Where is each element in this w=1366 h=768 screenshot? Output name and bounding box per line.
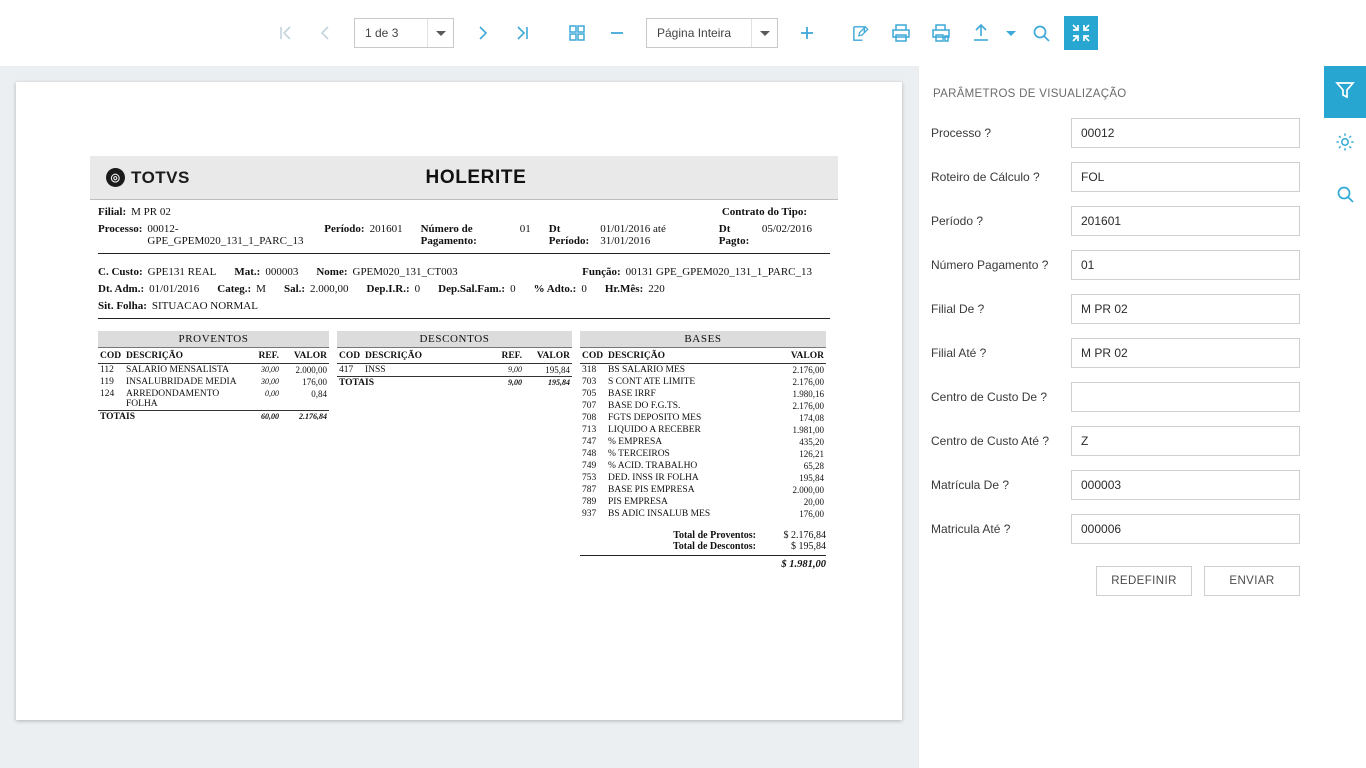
print-button[interactable] (884, 16, 918, 50)
nome-label: Nome: (316, 266, 348, 278)
chevron-down-icon[interactable] (427, 19, 453, 47)
matricula-value: 000003 (265, 266, 299, 278)
dep-sal-fam-value: 0 (510, 283, 516, 295)
cell-valor: 176,00 (799, 509, 824, 519)
cell-cod: 708 (582, 413, 597, 423)
print-icon (890, 22, 912, 44)
label-periodo: Período ? (931, 214, 984, 228)
table-row (580, 376, 826, 388)
previous-page-icon (315, 23, 335, 43)
field-filial-ate (931, 338, 1300, 368)
descontos-table (337, 348, 572, 389)
col-valor: VALOR (524, 348, 572, 364)
parameters-panel (918, 66, 1324, 768)
field-centro-de-custo-ate (931, 426, 1300, 456)
proventos-heading: PROVENTOS (98, 331, 329, 348)
hr-mes-label: Hr.Mês: (604, 283, 644, 295)
table-row (98, 376, 329, 388)
dep-sal-fam-label: Dep.Sal.Fam.: (438, 283, 506, 295)
total-descontos-value: $ 195,84 (791, 541, 826, 552)
dt-pagto-label: Dt Pagto: (718, 223, 750, 247)
cell-valor: 0,84 (311, 389, 327, 399)
page-number-select[interactable] (354, 18, 454, 48)
col-ref: REF. (482, 348, 524, 364)
adto-label: % Adto.: (533, 283, 577, 295)
input-numero-pagamento[interactable] (1071, 250, 1300, 280)
cell-valor: 65,28 (803, 461, 824, 471)
cell-cod: 753 (582, 473, 597, 483)
zoom-out-button[interactable] (600, 16, 634, 50)
cell-cod: 119 (100, 377, 114, 387)
categoria-label: Categ.: (217, 283, 252, 295)
print-layout-button[interactable] (924, 16, 958, 50)
dt-admissao-value: 01/01/2016 (149, 283, 200, 295)
employee-info (90, 256, 838, 321)
last-page-button[interactable] (506, 16, 540, 50)
matricula-label: Mat.: (234, 266, 261, 278)
numero-pagamento-value: 01 (519, 223, 531, 235)
table-row (580, 484, 826, 496)
cell-descricao: INSS (365, 365, 386, 375)
cell-valor: 2.176,00 (792, 365, 824, 375)
total-proventos-value: $ 2.176,84 (783, 530, 826, 541)
filial-value: M PR 02 (131, 206, 171, 218)
table-row (580, 448, 826, 460)
cell-descricao: BS ADIC INSALUB MES (608, 509, 711, 519)
bases-section (580, 331, 826, 570)
col-cod: COD (337, 348, 363, 364)
total-proventos-label: Total de Proventos: (673, 530, 756, 541)
col-descricao: DESCRIÇÃO (363, 348, 482, 364)
table-row (580, 412, 826, 424)
parameters-actions (931, 566, 1300, 596)
col-valor: VALOR (778, 348, 826, 364)
filter-funnel-icon (1334, 79, 1356, 106)
export-dropdown-arrow[interactable] (1004, 16, 1018, 50)
chevron-down-icon (1006, 31, 1016, 36)
table-row (580, 400, 826, 412)
input-matricula-de[interactable] (1071, 470, 1300, 500)
numero-pagamento-label: Número de Pagamento: (420, 223, 477, 247)
zoom-level-select[interactable] (646, 18, 778, 48)
cell-ref: 0,00 (265, 389, 279, 398)
categoria-value: M (256, 283, 266, 295)
cell-cod: 748 (582, 449, 597, 459)
thumbnails-button[interactable] (560, 16, 594, 50)
annotate-icon (851, 23, 872, 44)
cell-cod: 749 (582, 461, 597, 471)
cell-descricao: BASE PIS EMPRESA (608, 485, 695, 495)
liquido-line (580, 555, 826, 570)
holerite-report (90, 156, 838, 570)
descontos-total-row (337, 377, 572, 390)
bases-table (580, 348, 826, 520)
sit-folha-value: SITUACAO NORMAL (151, 300, 258, 312)
label-numero-pagamento: Número Pagamento ? (931, 258, 1049, 272)
descontos-section (337, 331, 572, 570)
table-row (98, 388, 329, 411)
cell-valor: 176,00 (302, 377, 327, 387)
cell-cod: 747 (582, 437, 597, 447)
total-ref: 9,00 (482, 377, 524, 390)
funcao-value: 00131 GPE_GPEM020_131_1_PARC_13 (625, 266, 812, 278)
col-descricao: DESCRIÇÃO (124, 348, 239, 364)
cell-valor: 174,08 (799, 413, 824, 423)
processo-value: 00012-GPE_GPEM020_131_1_PARC_13 (147, 223, 304, 247)
parameters-title: PARÂMETROS DE VISUALIZAÇÃO (933, 88, 1127, 100)
cell-valor: 195,84 (799, 473, 824, 483)
salario-value: 2.000,00 (310, 283, 349, 295)
total-descontos-label: Total de Descontos: (673, 541, 756, 552)
cell-valor: 2.176,00 (792, 377, 824, 387)
search-icon (1334, 183, 1356, 210)
input-filial-ate[interactable] (1071, 338, 1300, 368)
col-cod: COD (580, 348, 606, 364)
total-label: TOTAIS (98, 411, 239, 424)
totvs-logo-text: TOTVS (131, 167, 190, 187)
input-centro-de-custo-de[interactable] (1071, 382, 1300, 412)
cell-descricao: % EMPRESA (608, 437, 663, 447)
divider (98, 318, 830, 319)
contrato-tipo-label: Contrato do Tipo: (721, 206, 807, 218)
dt-periodo-label: Dt Período: (548, 223, 590, 247)
label-roteiro-de-calculo: Roteiro de Cálculo ? (931, 170, 1040, 184)
cell-descricao: S CONT ATE LIMITE (608, 377, 696, 387)
collapse-fullscreen-button[interactable] (1064, 16, 1098, 50)
cell-cod: 789 (582, 497, 597, 507)
cell-cod: 703 (582, 377, 597, 387)
field-filial-de (931, 294, 1300, 324)
zoom-level-value: Página Inteira (657, 26, 732, 40)
label-centro-de-custo-de: Centro de Custo De ? (931, 390, 1048, 404)
funcao-label: Função: (582, 266, 621, 278)
ccusto-label: C. Custo: (98, 266, 143, 278)
document-page (16, 82, 902, 720)
zoom-out-icon (607, 23, 627, 43)
report-totals (580, 530, 826, 570)
col-cod: COD (98, 348, 124, 364)
label-filial-ate: Filial Até ? (931, 346, 987, 360)
cell-cod: 787 (582, 485, 597, 495)
label-centro-de-custo-ate: Centro de Custo Até ? (931, 434, 1050, 448)
proventos-table (98, 348, 329, 423)
cell-valor: 195,84 (545, 365, 570, 375)
filial-label: Filial: (98, 206, 127, 218)
previous-page-button[interactable] (308, 16, 342, 50)
cell-cod: 417 (339, 365, 354, 375)
liquido-value: $ 1.981,00 (781, 559, 826, 570)
cell-descricao: BASE DO F.G.TS. (608, 401, 681, 411)
cell-descricao: DED. INSS IR FOLHA (608, 473, 699, 483)
total-descontos-line (580, 541, 826, 552)
field-matricula-ate (931, 514, 1300, 544)
table-header-row (337, 348, 572, 364)
cell-valor: 20,00 (803, 497, 824, 507)
table-header-row (98, 348, 329, 364)
cell-cod: 124 (100, 389, 115, 399)
report-title: HOLERITE (425, 166, 527, 188)
totvs-mark-icon: ◎ (106, 168, 125, 187)
hr-mes-value: 220 (648, 283, 665, 295)
cell-descricao: ARREDONDAMENTO FOLHA (126, 389, 220, 409)
table-row (580, 472, 826, 484)
label-matricula-ate: Matricula Até ? (931, 522, 1011, 536)
table-row (580, 424, 826, 436)
dt-admissao-label: Dt. Adm.: (98, 283, 145, 295)
processo-label: Processo: (98, 223, 143, 235)
cell-ref: 30,00 (261, 365, 279, 374)
first-page-icon (275, 23, 295, 43)
next-page-button[interactable] (466, 16, 500, 50)
sit-folha-label: Sit. Folha: (98, 300, 147, 312)
parameters-fields (931, 118, 1300, 544)
input-processo[interactable] (1071, 118, 1300, 148)
cell-cod: 318 (582, 365, 597, 375)
table-row (580, 364, 826, 377)
export-upload-icon (970, 22, 992, 44)
search-icon (1030, 22, 1052, 44)
proventos-section (98, 331, 329, 570)
label-filial-de: Filial De ? (931, 302, 985, 316)
table-row (337, 364, 572, 377)
cell-descricao: PIS EMPRESA (608, 497, 668, 507)
search-button[interactable] (1024, 16, 1058, 50)
cell-valor: 1.981,00 (792, 425, 824, 435)
dt-periodo-value: 01/01/2016 até 31/01/2016 (600, 223, 666, 247)
field-centro-de-custo-de (931, 382, 1300, 412)
cell-valor: 2.176,00 (792, 401, 824, 411)
table-header-row (580, 348, 826, 364)
chevron-down-icon[interactable] (751, 19, 777, 47)
field-roteiro-de-calculo (931, 162, 1300, 192)
cell-ref: 30,00 (261, 377, 279, 386)
col-ref: REF. (239, 348, 281, 364)
cell-valor: 126,21 (799, 449, 824, 459)
filter-button[interactable] (1324, 66, 1366, 118)
report-header-bar (90, 156, 838, 200)
divider (98, 253, 830, 254)
ccusto-value: GPE131 REAL (147, 266, 217, 278)
label-matricula-de: Matrícula De ? (931, 478, 1010, 492)
cell-descricao: INSALUBRIDADE MEDIA (126, 377, 237, 387)
cell-valor: 2.000,00 (295, 365, 327, 375)
cell-valor: 435,20 (799, 437, 824, 447)
total-label: TOTAIS (337, 377, 482, 390)
nome-value: GPEM020_131_CT003 (352, 266, 458, 278)
field-matricula-de (931, 470, 1300, 500)
last-page-icon (513, 23, 533, 43)
input-roteiro-de-calculo[interactable] (1071, 162, 1300, 192)
rail-search-button[interactable] (1324, 170, 1366, 222)
periodo-label: Período: (324, 223, 365, 235)
cell-ref: 9,00 (508, 365, 522, 374)
cell-cod: 937 (582, 509, 597, 519)
settings-button[interactable] (1324, 118, 1366, 170)
cell-cod: 713 (582, 425, 597, 435)
input-periodo[interactable] (1071, 206, 1300, 236)
cell-descricao: SALARIO MENSALISTA (126, 365, 229, 375)
label-processo: Processo ? (931, 126, 992, 140)
cell-cod: 707 (582, 401, 597, 411)
export-button[interactable] (964, 16, 998, 50)
redefinir-button[interactable]: REDEFINIR (1096, 566, 1192, 596)
field-processo (931, 118, 1300, 148)
cell-descricao: % TERCEIROS (608, 449, 670, 459)
total-ref: 60,00 (239, 411, 281, 424)
bases-heading: BASES (580, 331, 826, 348)
col-descricao: DESCRIÇÃO (606, 348, 778, 364)
next-page-icon (473, 23, 493, 43)
adto-value: 0 (581, 283, 587, 295)
report-columns (90, 331, 838, 570)
cell-valor: 2.000,00 (792, 485, 824, 495)
dep-ir-label: Dep.I.R.: (366, 283, 410, 295)
input-centro-de-custo-ate[interactable] (1071, 426, 1300, 456)
gear-icon (1334, 131, 1356, 158)
descontos-heading: DESCONTOS (337, 331, 572, 348)
salario-label: Sal.: (283, 283, 306, 295)
input-filial-de[interactable] (1071, 294, 1300, 324)
print-layout-icon (930, 22, 952, 44)
field-numero-pagamento (931, 250, 1300, 280)
dep-ir-value: 0 (414, 283, 421, 295)
table-row (580, 460, 826, 472)
cell-descricao: BS SALARIO MES (608, 365, 686, 375)
total-proventos-line (580, 530, 826, 541)
cell-cod: 705 (582, 389, 597, 399)
dt-pagto-value: 05/02/2016 (761, 223, 813, 235)
cell-descricao: BASE IRRF (608, 389, 656, 399)
enviar-button[interactable]: ENVIAR (1204, 566, 1300, 596)
table-row (580, 496, 826, 508)
table-row (580, 436, 826, 448)
total-valor: 2.176,84 (281, 411, 329, 424)
col-valor: VALOR (281, 348, 329, 364)
periodo-value: 201601 (369, 223, 403, 235)
proventos-total-row (98, 411, 329, 424)
report-header-info (90, 200, 838, 256)
document-viewer[interactable] (0, 66, 918, 768)
cell-descricao: FGTS DEPOSITO MES (608, 413, 702, 423)
table-row (98, 364, 329, 377)
cell-descricao: LIQUIDO A RECEBER (608, 425, 701, 435)
thumbnails-icon (567, 23, 587, 43)
cell-valor: 1.980,16 (792, 389, 824, 399)
annotate-button[interactable] (844, 16, 878, 50)
zoom-in-button[interactable] (790, 16, 824, 50)
cell-cod: 112 (100, 365, 114, 375)
cell-descricao: % ACID. TRABALHO (608, 461, 698, 471)
input-matricula-ate[interactable] (1071, 514, 1300, 544)
collapse-fullscreen-icon (1070, 22, 1092, 44)
total-valor: 195,84 (524, 377, 572, 390)
field-periodo (931, 206, 1300, 236)
table-row (580, 388, 826, 400)
page-number-value: 1 de 3 (365, 26, 399, 40)
table-row (580, 508, 826, 520)
right-rail (1324, 66, 1366, 768)
first-page-button[interactable] (268, 16, 302, 50)
viewer-toolbar (0, 0, 1366, 66)
zoom-in-icon (797, 23, 817, 43)
